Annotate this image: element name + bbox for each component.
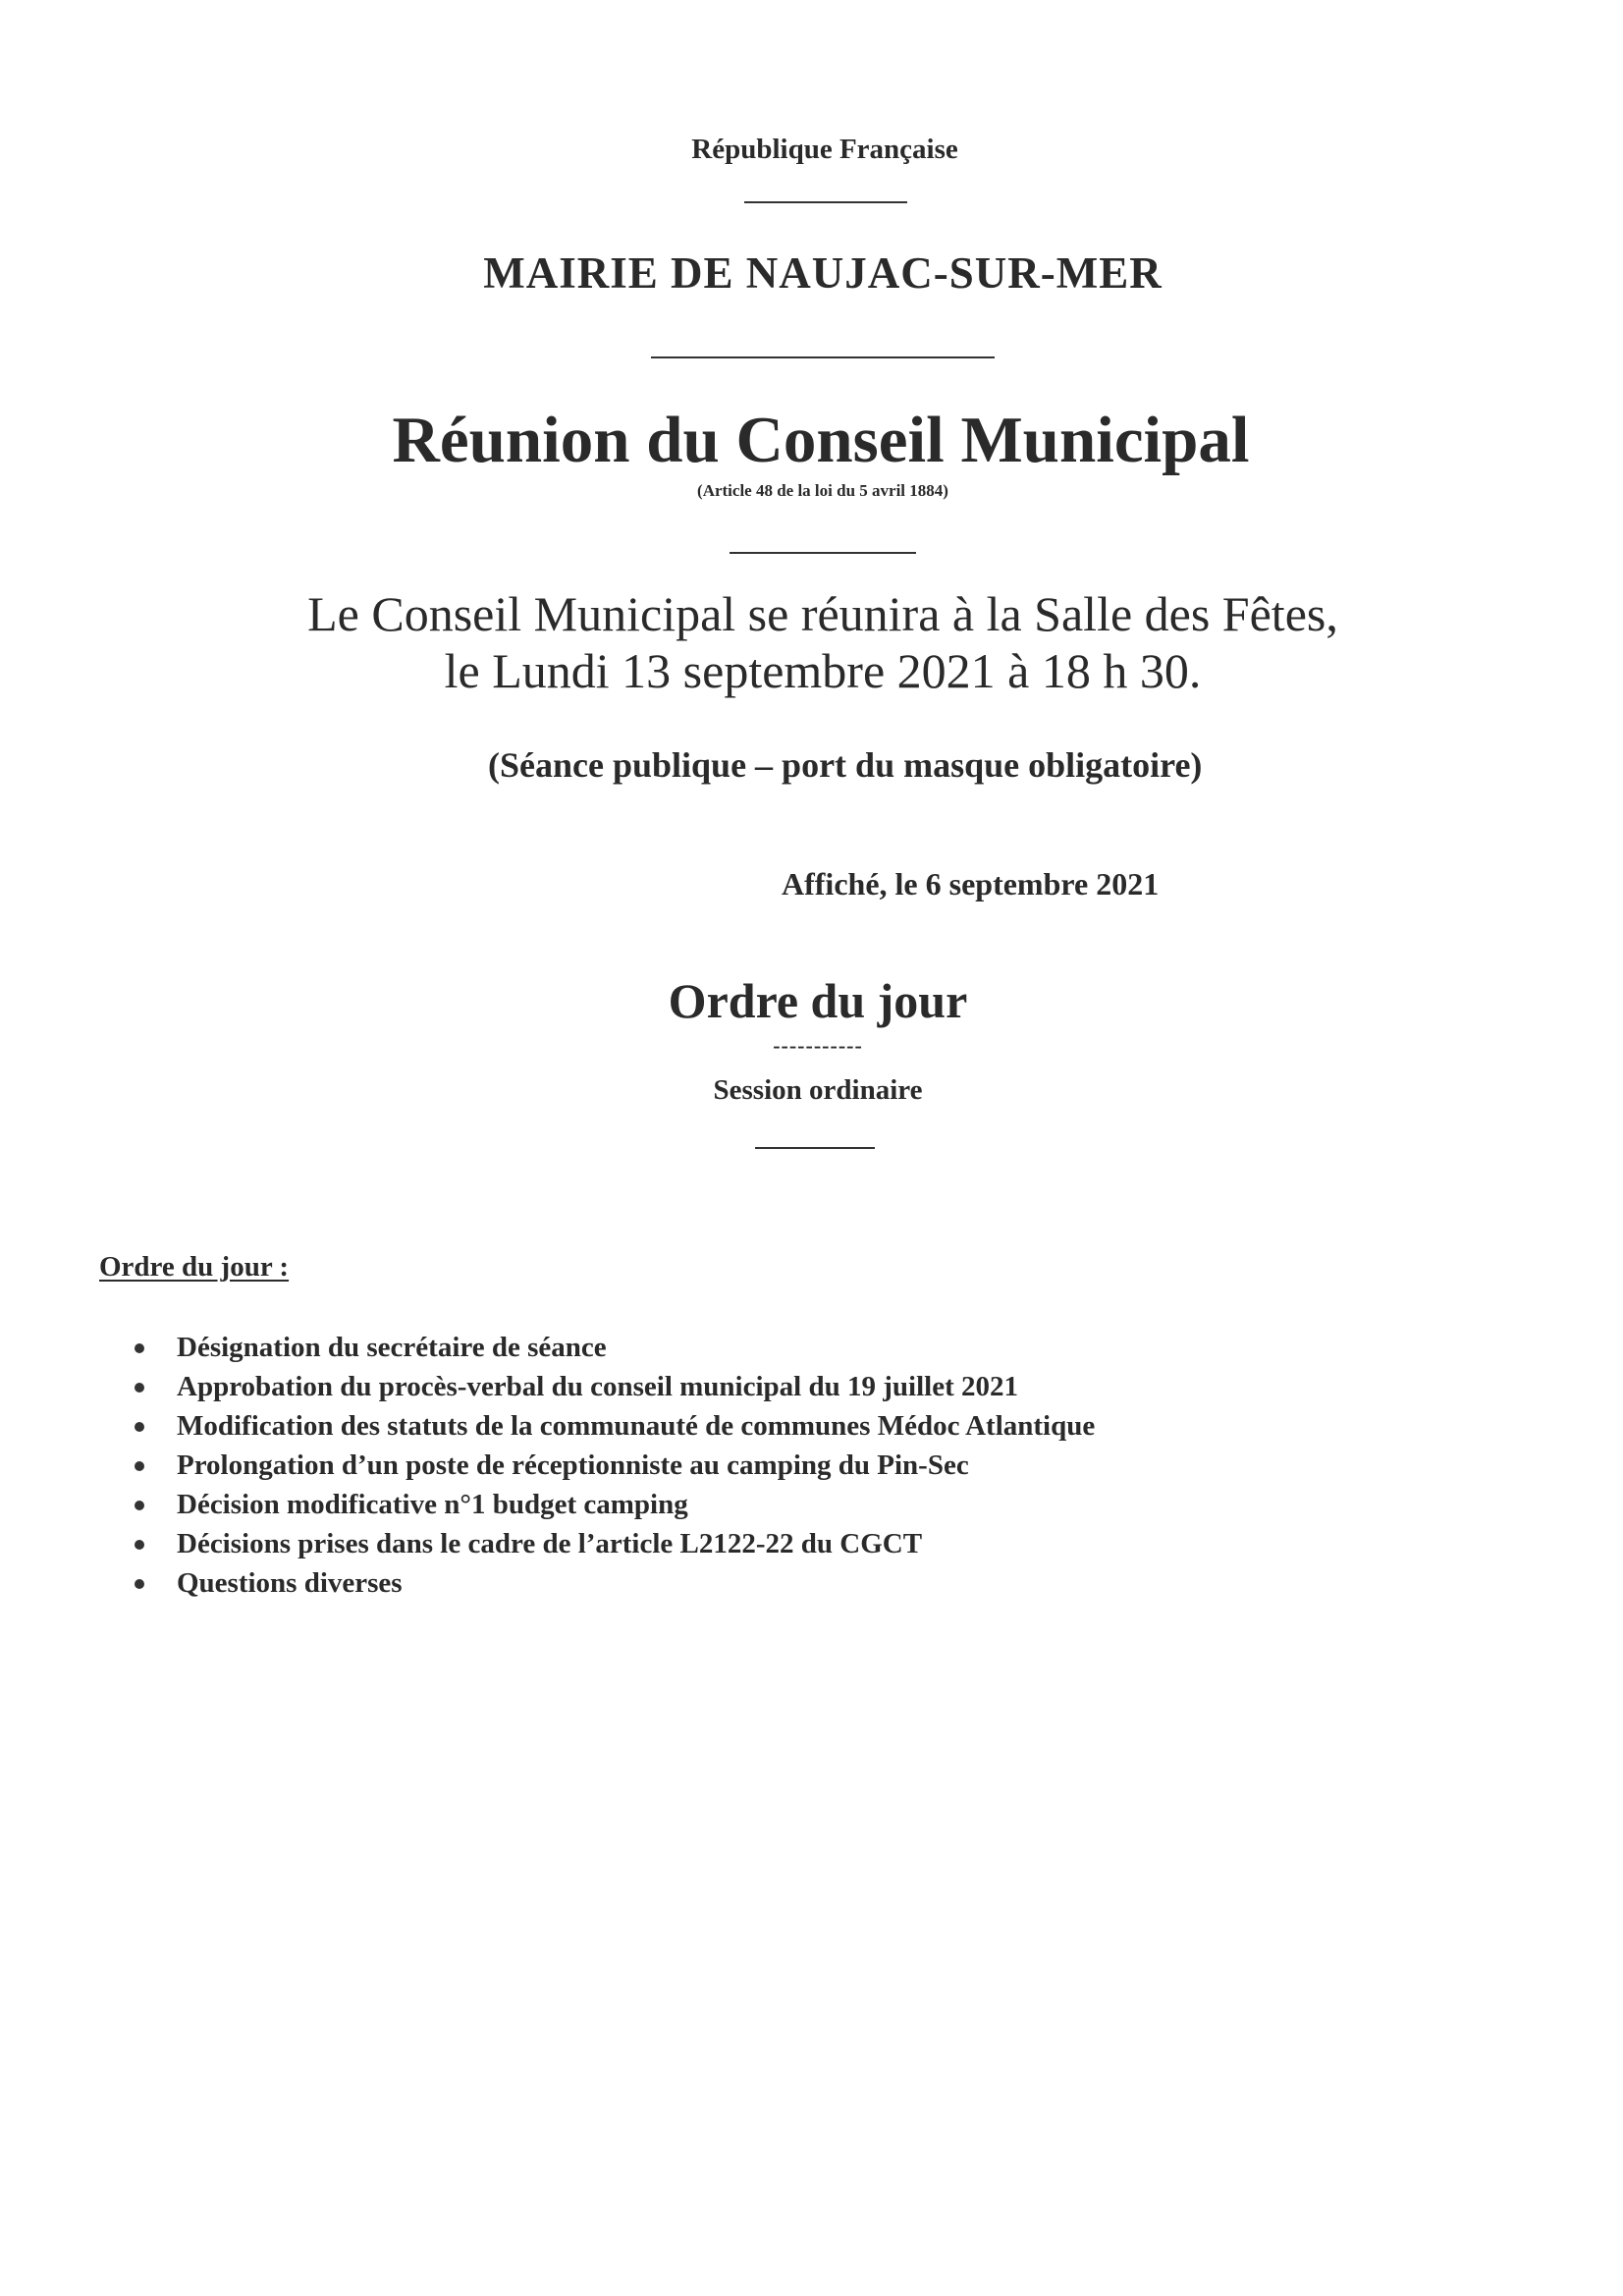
divider-4: [755, 1147, 875, 1149]
list-item: Décision modificative n°1 budget camping: [177, 1485, 1453, 1524]
posted-date: Affiché, le 6 septembre 2021: [782, 866, 1160, 902]
announcement-line-1: Le Conseil Municipal se réunira à la Salle des Fêtes,: [307, 586, 1338, 641]
list-item: Approbation du procès-verbal du conseil municipal du 19 juillet 2021: [177, 1367, 1453, 1406]
list-item: Questions diverses: [177, 1563, 1453, 1603]
agenda-list-title: Ordre du jour :: [99, 1251, 290, 1283]
divider-2: [651, 356, 995, 358]
page-title: Réunion du Conseil Municipal: [392, 404, 1250, 476]
bullet-icon: [135, 1540, 144, 1550]
session-note: (Séance publique – port du masque obligatoire): [488, 745, 1203, 785]
divider-1: [744, 201, 907, 203]
bullet-icon: [135, 1383, 144, 1393]
announcement-line-2: le Lundi 13 septembre 2021 à 18 h 30.: [444, 643, 1202, 698]
bullet-icon: [135, 1343, 144, 1353]
session-type: Session ordinaire: [713, 1074, 923, 1106]
bullet-icon: [135, 1461, 144, 1471]
agenda-list: [177, 1328, 1453, 1603]
republic-label: République Française: [691, 134, 958, 165]
list-item: Décisions prises dans le cadre de l’article L2122-22 du CGCT: [177, 1524, 1453, 1563]
list-item: Prolongation d’un poste de réceptionniste au camping du Pin-Sec: [177, 1446, 1453, 1485]
mairie-name: MAIRIE DE NAUJAC-SUR-MER: [483, 248, 1163, 298]
list-item: Désignation du secrétaire de séance: [177, 1328, 1453, 1367]
list-item: Modification des statuts de la communauté de communes Médoc Atlantique: [177, 1406, 1453, 1446]
bullet-icon: [135, 1579, 144, 1589]
legal-reference: (Article 48 de la loi du 5 avril 1884): [697, 481, 948, 500]
divider-3: [730, 552, 916, 554]
agenda-dashes: -----------: [773, 1033, 863, 1058]
bullet-icon: [135, 1422, 144, 1432]
agenda-heading: Ordre du jour: [668, 973, 968, 1028]
bullet-icon: [135, 1501, 144, 1510]
